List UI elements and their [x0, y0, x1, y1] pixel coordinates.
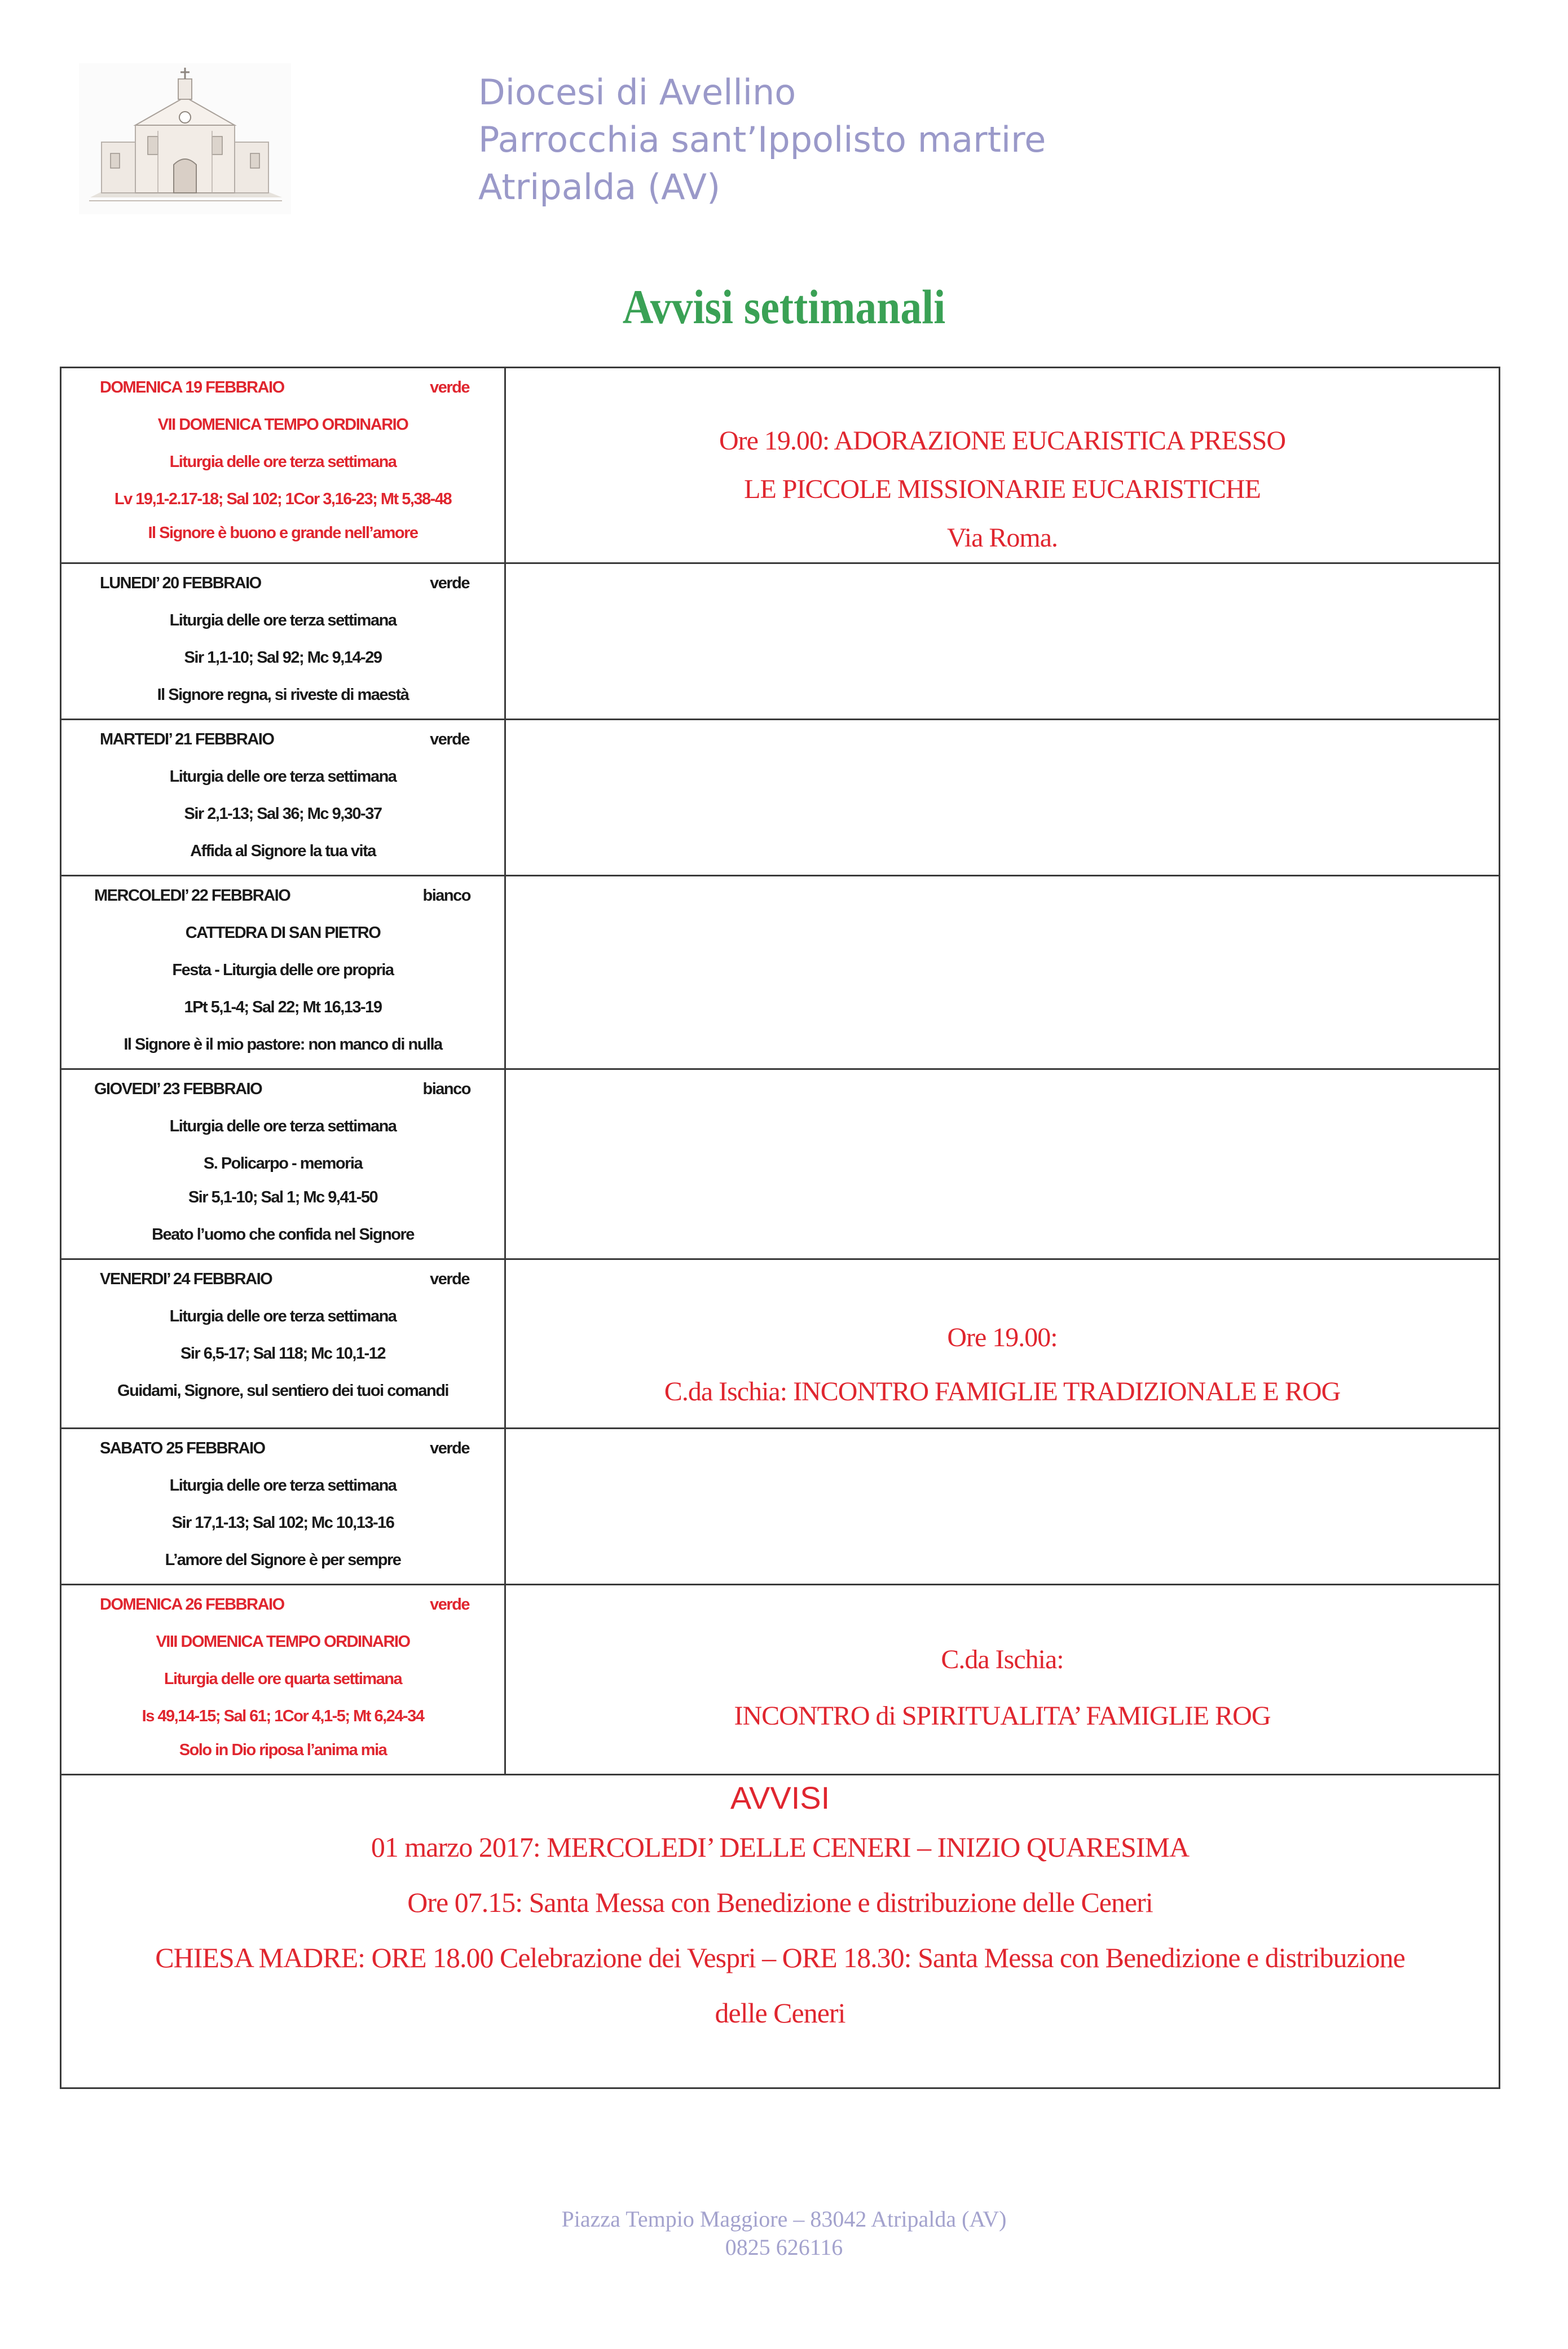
- header-parish: Parrocchia sant’Ippolisto martire: [478, 119, 1046, 160]
- avvisi-line: delle Ceneri: [715, 1997, 845, 2029]
- liturgy-line: Liturgia delle ore terza settimana: [169, 1477, 397, 1495]
- readings-line: Sir 1,1-10; Sal 92; Mc 9,14-29: [184, 649, 382, 667]
- liturgical-color: verde: [430, 378, 469, 396]
- liturgy-cell: [61, 876, 505, 1069]
- psalm-refrain: Il Signore regna, si riveste di maestà: [157, 686, 409, 704]
- readings-line: Sir 2,1-13; Sal 36; Mc 9,30-37: [184, 805, 382, 823]
- liturgy-cell: [61, 368, 505, 563]
- liturgical-color: bianco: [422, 887, 470, 905]
- psalm-refrain: Guidami, Signore, sul sentiero dei tuoi comandi: [117, 1382, 448, 1400]
- footer-phone: 0825 626116: [725, 2235, 843, 2260]
- day-date: DOMENICA 19 FEBBRAIO: [100, 378, 284, 396]
- liturgy-cell: [61, 563, 505, 720]
- readings-line: Sir 6,5-17; Sal 118; Mc 10,1-12: [180, 1345, 385, 1363]
- avvisi-row: [61, 1775, 1500, 2088]
- day-date: GIOVEDI’ 23 FEBBRAIO: [94, 1080, 262, 1098]
- schedule-row-saturday: [61, 1429, 1500, 1585]
- footer: [0, 2205, 1568, 2262]
- liturgy-line: S. Policarpo - memoria: [203, 1154, 363, 1173]
- liturgy-line: Liturgia delle ore terza settimana: [169, 768, 397, 786]
- parish-header: [478, 69, 1046, 211]
- liturgical-color: verde: [430, 574, 469, 592]
- notice-cell: [505, 368, 1500, 563]
- psalm-refrain: Affida al Signore la tua vita: [190, 842, 376, 860]
- liturgy-cell: [61, 1429, 505, 1585]
- liturgy-line: VII DOMENICA TEMPO ORDINARIO: [157, 416, 408, 434]
- psalm-refrain: Il Signore è il mio pastore: non manco di nulla: [124, 1035, 442, 1054]
- liturgical-color: verde: [430, 1596, 469, 1614]
- church-logo: [79, 63, 291, 214]
- psalm-refrain: Beato l’uomo che confida nel Signore: [152, 1226, 414, 1244]
- notice-cell: [505, 876, 1500, 1069]
- schedule-row-wednesday: [61, 876, 1500, 1069]
- schedule-row-sunday-26: [61, 1585, 1500, 1775]
- liturgy-line: Festa - Liturgia delle ore propria: [172, 961, 394, 979]
- liturgical-color: bianco: [422, 1080, 470, 1098]
- psalm-refrain: Il Signore è buono e grande nell’amore: [148, 524, 418, 542]
- avvisi-line: Ore 07.15: Santa Messa con Benedizione e distribuzione delle Ceneri: [407, 1887, 1153, 1918]
- notice-line: C.da Ischia: INCONTRO FAMIGLIE TRADIZIONALE E ROG: [664, 1377, 1341, 1407]
- notice-cell: [505, 1585, 1500, 1775]
- header-town: Atripalda (AV): [478, 166, 721, 208]
- notice-line: LE PICCOLE MISSIONARIE EUCARISTICHE: [744, 474, 1261, 504]
- liturgy-line: CATTEDRA DI SAN PIETRO: [185, 924, 381, 942]
- liturgical-color: verde: [430, 1439, 469, 1457]
- liturgy-line: Liturgia delle ore terza settimana: [169, 1307, 397, 1325]
- schedule-row-tuesday: [61, 720, 1500, 876]
- avvisi-cell: [61, 1775, 1500, 2088]
- psalm-refrain: L’amore del Signore è per sempre: [165, 1551, 401, 1569]
- notice-line: Ore 19.00: ADORAZIONE EUCARISTICA PRESSO: [719, 426, 1286, 456]
- page-title: Avvisi settimanali: [622, 280, 946, 334]
- psalm-refrain: Solo in Dio riposa l’anima mia: [179, 1741, 387, 1759]
- liturgical-color: verde: [430, 730, 469, 748]
- notice-line: Ore 19.00:: [947, 1323, 1058, 1352]
- notice-cell: [505, 563, 1500, 720]
- notice-line: INCONTRO di SPIRITUALITA’ FAMIGLIE ROG: [734, 1701, 1271, 1731]
- readings-line: Lv 19,1-2.17-18; Sal 102; 1Cor 3,16-23; Mt 5,38-48: [114, 490, 452, 508]
- liturgy-line: Liturgia delle ore quarta settimana: [164, 1670, 402, 1688]
- notice-cell: [505, 720, 1500, 876]
- liturgy-cell: [61, 720, 505, 876]
- notice-line: Via Roma.: [946, 523, 1058, 553]
- day-date: DOMENICA 26 FEBBRAIO: [100, 1596, 284, 1614]
- schedule-row-sunday-19: [61, 368, 1500, 563]
- notice-line: C.da Ischia:: [941, 1645, 1064, 1674]
- readings-line: Is 49,14-15; Sal 61; 1Cor 4,1-5; Mt 6,24-34: [142, 1707, 424, 1725]
- readings-line: 1Pt 5,1-4; Sal 22; Mt 16,13-19: [184, 998, 382, 1016]
- day-date: SABATO 25 FEBBRAIO: [100, 1439, 265, 1457]
- liturgy-cell: [61, 1585, 505, 1775]
- avvisi-line: 01 marzo 2017: MERCOLEDI’ DELLE CENERI – INIZIO QUARESIMA: [371, 1831, 1190, 1863]
- notice-cell: [505, 1429, 1500, 1585]
- liturgy-line: Liturgia delle ore terza settimana: [169, 453, 397, 471]
- liturgy-cell: [61, 1259, 505, 1429]
- day-date: MARTEDI’ 21 FEBBRAIO: [100, 730, 274, 748]
- day-date: LUNEDI’ 20 FEBBRAIO: [100, 574, 261, 592]
- footer-address: Piazza Tempio Maggiore – 83042 Atripalda (AV): [561, 2206, 1007, 2232]
- liturgy-cell: [61, 1069, 505, 1259]
- notice-cell: [505, 1259, 1500, 1429]
- readings-line: Sir 17,1-13; Sal 102; Mc 10,13-16: [171, 1514, 394, 1532]
- liturgy-line: Liturgia delle ore terza settimana: [169, 611, 397, 629]
- schedule-row-friday: [61, 1259, 1500, 1429]
- avvisi-line: CHIESA MADRE: ORE 18.00 Celebrazione dei Vespri – ORE 18.30: Santa Messa con Benedizione e distribuzione: [155, 1942, 1405, 1973]
- liturgical-color: verde: [430, 1270, 469, 1288]
- liturgy-line: VIII DOMENICA TEMPO ORDINARIO: [156, 1633, 410, 1651]
- header-diocese: Diocesi di Avellino: [478, 72, 796, 113]
- liturgy-line: Liturgia delle ore terza settimana: [169, 1117, 397, 1135]
- weekly-schedule-table: [60, 367, 1500, 2089]
- avvisi-title: AVVISI: [730, 1780, 830, 1815]
- readings-line: Sir 5,1-10; Sal 1; Mc 9,41-50: [188, 1188, 378, 1206]
- day-date: VENERDI’ 24 FEBBRAIO: [100, 1270, 272, 1288]
- notice-cell: [505, 1069, 1500, 1259]
- schedule-row-monday: [61, 563, 1500, 720]
- schedule-row-thursday: [61, 1069, 1500, 1259]
- day-date: MERCOLEDI’ 22 FEBBRAIO: [94, 887, 290, 905]
